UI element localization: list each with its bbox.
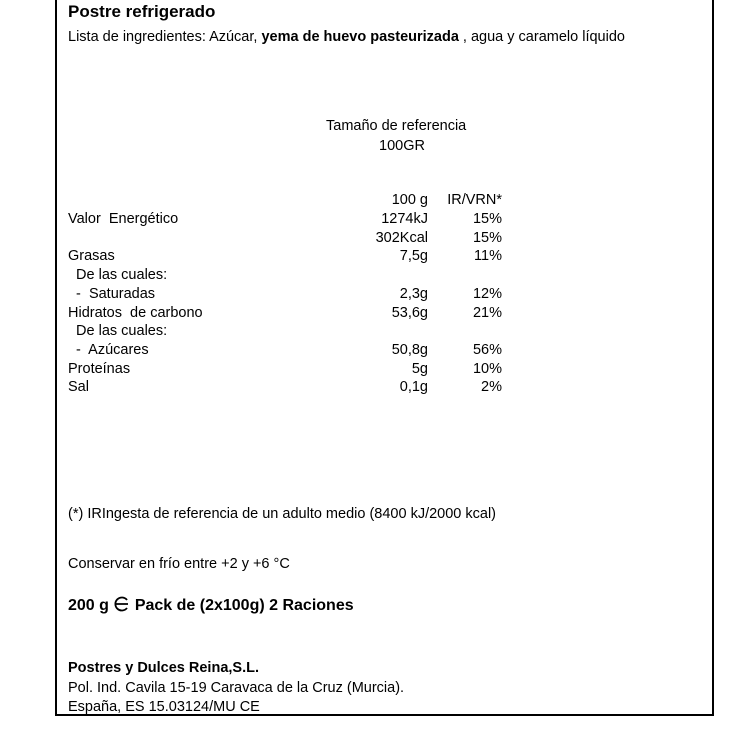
pack-description: Pack de (2x100g) 2 Raciones bbox=[134, 597, 354, 614]
table-row bbox=[68, 211, 518, 230]
table-row bbox=[68, 379, 518, 398]
nutrient-label: Sal bbox=[68, 379, 89, 396]
nutrient-percent: 2% bbox=[481, 379, 502, 396]
ingredients-suffix: , agua y caramelo líquido bbox=[458, 29, 625, 45]
estimated-sign-icon bbox=[113, 596, 130, 612]
table-row bbox=[68, 361, 518, 380]
nutrient-label: - Azúcares bbox=[68, 341, 149, 358]
pack-weight: 200 g bbox=[68, 597, 109, 614]
nutrient-percent: 15% bbox=[472, 211, 502, 227]
product-title: Postre refrigerado bbox=[68, 2, 216, 21]
table-row bbox=[68, 323, 518, 342]
nutrient-percent: 12% bbox=[472, 285, 502, 302]
storage-instructions: Conservar en frío entre +2 y +6 °C bbox=[68, 556, 290, 572]
table-row bbox=[68, 267, 518, 286]
nutrient-value: 0,1g bbox=[399, 379, 428, 396]
nutrient-label: De las cuales: bbox=[68, 323, 168, 340]
nutrient-label: Proteínas bbox=[68, 360, 131, 377]
nutrient-percent: 11% bbox=[474, 248, 502, 265]
nutrient-value: 1274kJ bbox=[381, 211, 428, 227]
nutrient-label: Grasas bbox=[68, 248, 115, 265]
table-row bbox=[68, 286, 518, 305]
column-ir: IR/VRN* bbox=[447, 192, 502, 208]
reference-size-label: Tamaño de referencia bbox=[326, 118, 467, 134]
table-row bbox=[68, 305, 518, 324]
pack-info bbox=[68, 596, 354, 615]
nutrient-label: De las cuales: bbox=[68, 267, 168, 284]
nutrient-value: 53,6g bbox=[391, 304, 428, 321]
reference-size-value: 100GR bbox=[379, 138, 425, 154]
nutrient-percent: 21% bbox=[472, 304, 502, 321]
company-name: Postres y Dulces Reina,S.L. bbox=[68, 660, 259, 676]
nutrient-value: 50,8g bbox=[391, 341, 428, 358]
table-row bbox=[68, 248, 518, 267]
company-address: Pol. Ind. Cavila 15-19 Caravaca de la Cruz (Murcia). bbox=[68, 680, 405, 696]
table-header bbox=[68, 192, 518, 211]
ingredients-list bbox=[68, 28, 668, 47]
table-row bbox=[68, 342, 518, 361]
nutrient-value: 2,3g bbox=[399, 285, 428, 302]
column-100g: 100 g bbox=[391, 192, 428, 208]
nutrient-value: 7,5g bbox=[399, 248, 428, 265]
nutrient-percent: 56% bbox=[472, 341, 502, 358]
table-row bbox=[68, 230, 518, 249]
nutrient-label: Hidratos de carbono bbox=[68, 304, 203, 321]
nutrient-label: - Saturadas bbox=[68, 285, 156, 302]
nutrient-percent: 10% bbox=[472, 360, 502, 377]
nutrient-value: 5g bbox=[411, 360, 428, 377]
footnote: (*) IRIngesta de referencia de un adulto medio (8400 kJ/2000 kcal) bbox=[68, 506, 496, 522]
ingredients-bold: yema de huevo pasteurizada bbox=[261, 29, 459, 45]
company-registry: España, ES 15.03124/MU CE bbox=[68, 699, 260, 715]
nutrient-label: Valor Energético bbox=[68, 211, 179, 227]
ingredients-prefix: Lista de ingredientes: Azúcar, bbox=[68, 29, 262, 45]
nutrient-value: 302Kcal bbox=[375, 229, 428, 246]
nutrient-percent: 15% bbox=[472, 229, 502, 246]
